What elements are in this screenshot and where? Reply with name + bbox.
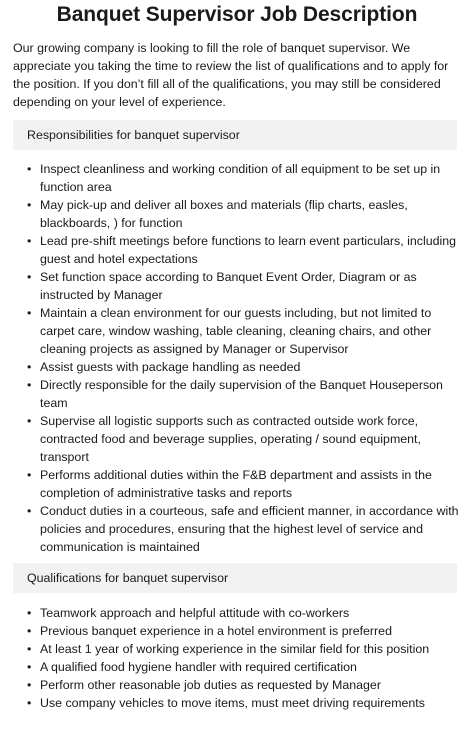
list-item-text: At least 1 year of working experience in the similar field for this position: [40, 642, 430, 656]
list-item: [13, 658, 463, 676]
bullet-icon: •: [27, 660, 32, 674]
bullet-icon: •: [27, 624, 32, 638]
list-item: [13, 232, 463, 268]
bullet-icon: •: [27, 198, 32, 212]
bullet-icon: •: [27, 360, 32, 374]
list-item: [13, 466, 463, 502]
bullet-icon: •: [27, 642, 32, 656]
bullet-icon: •: [27, 234, 32, 248]
list-item: [13, 358, 463, 376]
bullet-icon: •: [27, 468, 32, 482]
list-item-text: Inspect cleanliness and working condition of all equipment to be set up in function area: [40, 162, 441, 194]
list-item: [13, 268, 463, 304]
list-item-text: Perform other reasonable job duties as requested by Manager: [40, 678, 381, 692]
bullet-icon: •: [27, 606, 32, 620]
bullet-icon: •: [27, 306, 32, 320]
list-item-text: May pick-up and deliver all boxes and materials (flip charts, easles, blackboards, ) for function: [40, 198, 408, 230]
list-item: [13, 196, 463, 232]
list-item-text: Performs additional duties within the F&B department and assists in the completion of administrative tasks and reports: [40, 468, 432, 500]
qualifications-heading: Qualifications for banquet supervisor: [13, 563, 457, 593]
bullet-icon: •: [27, 378, 32, 392]
bullet-icon: •: [27, 162, 32, 176]
list-item: [13, 622, 463, 640]
list-item: [13, 604, 463, 622]
list-item-text: Lead pre-shift meetings before functions to learn event particulars, including guest and hotel expectations: [40, 234, 457, 266]
list-item-text: Use company vehicles to move items, must meet driving requirements: [40, 696, 425, 710]
bullet-icon: •: [27, 270, 32, 284]
list-item: [13, 304, 463, 358]
list-item: [13, 412, 463, 466]
list-item-text: Supervise all logistic supports such as contracted outside work force, contracted food and beverage supplies, operating / sound equipment, transport: [40, 414, 421, 464]
list-item-text: Teamwork approach and helpful attitude with co-workers: [40, 606, 350, 620]
list-item: [13, 694, 463, 712]
list-item-text: Maintain a clean environment for our guests including, but not limited to carpet care, window washing, table cleaning, cleaning chairs, and other cleaning projects as assigned by Manager or Supervisor: [40, 306, 432, 356]
list-item: [13, 676, 463, 694]
list-item: [13, 640, 463, 658]
page-title: Banquet Supervisor Job Description: [56, 3, 418, 26]
bullet-icon: •: [27, 504, 32, 518]
list-item: [13, 376, 463, 412]
list-item-text: Directly responsible for the daily supervision of the Banquet Houseperson team: [40, 378, 443, 410]
list-item-text: Previous banquet experience in a hotel environment is preferred: [40, 624, 392, 638]
bullet-icon: •: [27, 678, 32, 692]
list-item-text: Conduct duties in a courteous, safe and efficient manner, in accordance with policies and procedures, ensuring that the highest level of service and communication is maintained: [40, 504, 459, 554]
list-item: [13, 502, 463, 556]
intro-paragraph: Our growing company is looking to fill the role of banquet supervisor. We appreciate you taking the time to review the list of qualifications and to apply for the position. If you don’t fill all of the qualifications, you may still be considered depending on your level of experience.: [13, 41, 449, 109]
list-item-text: Assist guests with package handling as needed: [40, 360, 301, 374]
responsibilities-list: [13, 160, 463, 556]
bullet-icon: •: [27, 414, 32, 428]
list-item-text: A qualified food hygiene handler with required certification: [40, 660, 357, 674]
list-item-text: Set function space according to Banquet Event Order, Diagram or as instructed by Manager: [40, 270, 417, 302]
bullet-icon: •: [27, 696, 32, 710]
qualifications-list: [13, 604, 463, 712]
responsibilities-heading: Responsibilities for banquet supervisor: [13, 120, 457, 150]
list-item: [13, 160, 463, 196]
